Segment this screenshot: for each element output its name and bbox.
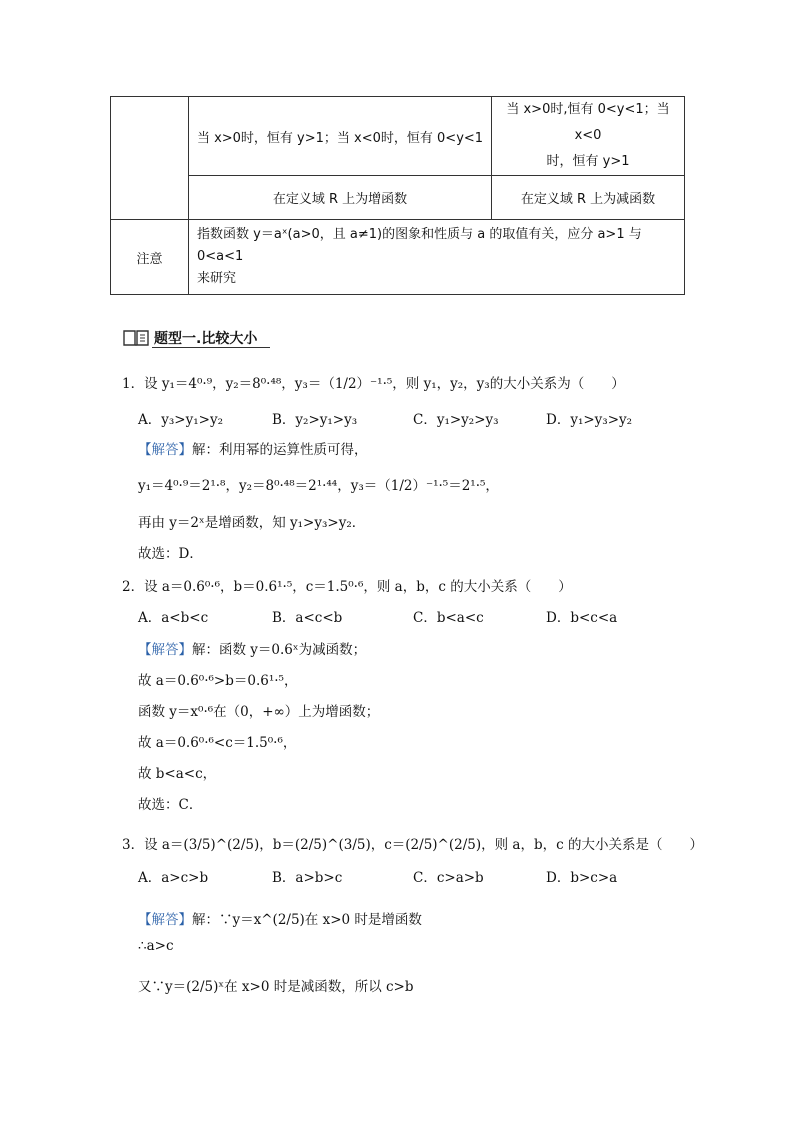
answer-text: 解：∵y＝x^(2/5)在 x>0 时是增函数 bbox=[192, 912, 422, 928]
question-2-option-b: B．a<c<b bbox=[272, 610, 343, 626]
answer-tag: 【解答】 bbox=[138, 642, 192, 658]
question-1-option-d: D．y₁>y₃>y₂ bbox=[546, 412, 633, 428]
section-heading bbox=[122, 326, 272, 350]
answer-tag: 【解答】 bbox=[138, 442, 192, 458]
table-note-text bbox=[189, 220, 685, 295]
question-2-option-c: C．b<a<c bbox=[413, 610, 484, 626]
question-1-answer-line: 故选：D． bbox=[138, 546, 203, 562]
table-note-line: 来研究 bbox=[197, 271, 237, 286]
answer-tag: 【解答】 bbox=[138, 912, 192, 928]
question-1-answer-line: 再由 y＝2ˣ是增函数，知 y₁>y₃>y₂． bbox=[138, 515, 366, 531]
table-empty-cell bbox=[111, 97, 189, 220]
table-cell-text: 当 x>0时,恒有 0<y<1；当 x<0 bbox=[506, 102, 670, 143]
question-1-answer-line bbox=[138, 438, 368, 458]
question-3-answer-line: ∴a>c bbox=[138, 938, 174, 954]
table-note-line: 指数函数 y＝aˣ(a>0，且 a≠1)的图象和性质与 a 的取值有关，应分 a>1 与 0<a<1 bbox=[197, 227, 642, 264]
question-2-stem: 2．设 a＝0.6⁰·⁶，b＝0.6¹·⁵，c＝1.5⁰·⁶，则 a，b，c 的大小关系（ ） bbox=[122, 579, 572, 595]
question-2-answer-line: 故 a＝0.6⁰·⁶>b＝0.6¹·⁵， bbox=[138, 673, 298, 689]
question-3-option-a: A．a>c>b bbox=[138, 870, 209, 886]
question-3-option-d: D．b>c>a bbox=[546, 870, 618, 886]
question-3-stem: 3．设 a＝(3/5)^(2/5)，b＝(2/5)^(3/5)，c＝(2/5)^(2/5)，则 a，b，c 的大小关系是（ ） bbox=[122, 837, 703, 853]
question-1-option-b: B．y₂>y₁>y₃ bbox=[272, 412, 358, 428]
question-3-option-b: B．a>b>c bbox=[272, 870, 343, 886]
properties-table bbox=[110, 96, 685, 295]
question-2-answer-line: 故 a＝0.6⁰·⁶<c＝1.5⁰·⁶， bbox=[138, 735, 297, 751]
table-cell-decreasing-values bbox=[492, 97, 685, 176]
answer-text: 解：函数 y＝0.6ˣ为减函数； bbox=[192, 642, 367, 658]
question-3-answer-line bbox=[138, 908, 422, 928]
question-1-option-c: C．y₁>y₂>y₃ bbox=[413, 412, 499, 428]
question-2-option-a: A．a<b<c bbox=[138, 610, 209, 626]
question-2-answer-line bbox=[138, 638, 366, 658]
book-icon bbox=[122, 328, 150, 348]
table-note-label: 注意 bbox=[111, 220, 189, 295]
section-title: 题型一.比较大小 bbox=[154, 331, 258, 347]
section-underline bbox=[152, 347, 270, 348]
table-cell-decreasing: 在定义域 R 上为减函数 bbox=[492, 176, 685, 220]
question-3-answer-line: 又∵y＝(2/5)ˣ在 x>0 时是减函数，所以 c>b bbox=[138, 979, 414, 995]
table-cell-increasing-values: 当 x>0时，恒有 y>1；当 x<0时，恒有 0<y<1 bbox=[189, 97, 492, 176]
question-1-stem: 1．设 y₁＝4⁰·⁹，y₂＝8⁰·⁴⁸，y₃＝（1/2）⁻¹·⁵，则 y₁，y₂，y₃的大小关系为（ ） bbox=[122, 376, 625, 392]
question-2-answer-line: 故 b<a<c， bbox=[138, 766, 217, 782]
table-cell-text: 时，恒有 y>1 bbox=[546, 154, 630, 169]
question-3-option-c: C．c>a>b bbox=[413, 870, 484, 886]
answer-text: 解：利用幂的运算性质可得， bbox=[192, 442, 368, 458]
question-2-answer-line: 函数 y＝x⁰·⁶在（0，+∞）上为增函数； bbox=[138, 704, 380, 720]
question-1-option-a: A．y₃>y₁>y₂ bbox=[138, 412, 223, 428]
question-2-option-d: D．b<c<a bbox=[546, 610, 618, 626]
question-1-answer-line: y₁＝4⁰·⁹＝2¹·⁸，y₂＝8⁰·⁴⁸＝2¹·⁴⁴，y₃＝（1/2）⁻¹·⁵＝2¹·⁵， bbox=[138, 478, 499, 494]
table-cell-increasing: 在定义域 R 上为增函数 bbox=[189, 176, 492, 220]
question-2-answer-line: 故选：C． bbox=[138, 797, 203, 813]
